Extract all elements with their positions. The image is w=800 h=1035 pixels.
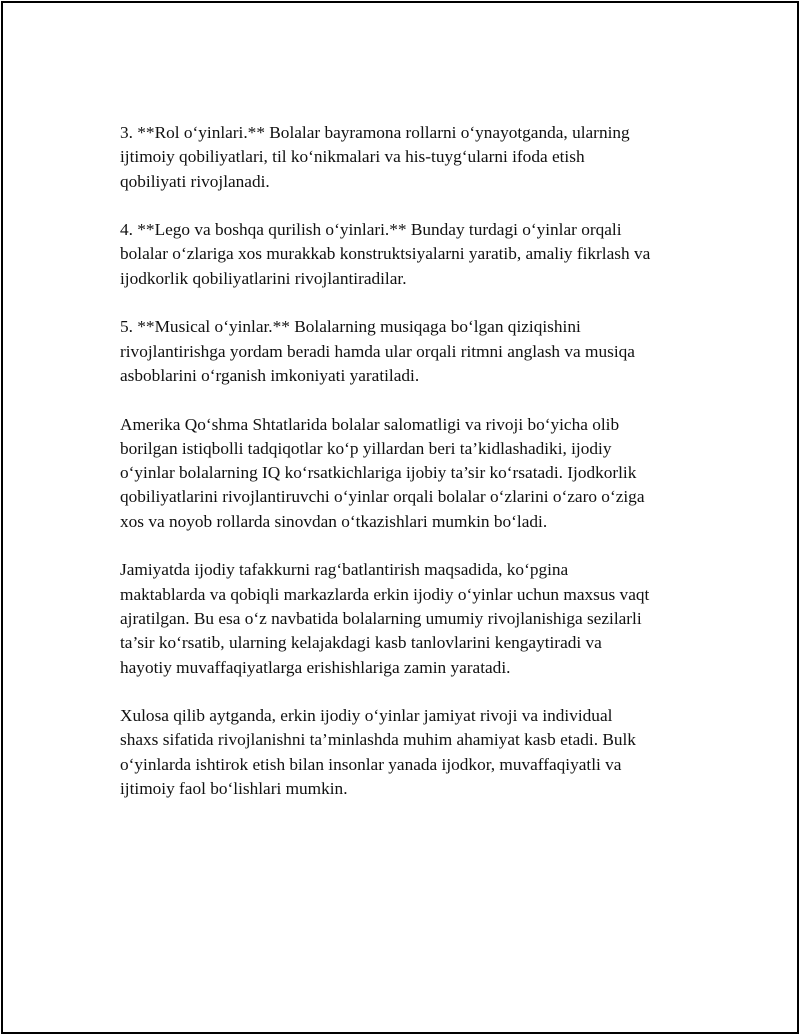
text-line: qobiliyati rivojlanadi. bbox=[120, 171, 270, 191]
text-line: ijodkorlik qobiliyatlarini rivojlantiradilar. bbox=[120, 268, 407, 288]
text-line: o‘yinlarda ishtirok etish bilan insonlar yanada ijodkor, muvaffaqiyatli va bbox=[120, 754, 622, 774]
paragraph-us-research bbox=[120, 413, 700, 534]
text-line: Jamiyatda ijodiy tafakkurni rag‘batlantirish maqsadida, ko‘pgina bbox=[120, 560, 569, 580]
paragraph-lego-games bbox=[120, 218, 700, 291]
text-line: Amerika Qo‘shma Shtatlarida bolalar salomatligi va rivoji bo‘yicha olib bbox=[120, 414, 620, 434]
text-line: ijtimoiy qobiliyatlari, til ko‘nikmalari va his-tuyg‘ularni ifoda etish bbox=[120, 147, 585, 167]
paragraph-conclusion bbox=[120, 704, 700, 801]
text-line: shaxs sifatida rivojlanishni ta’minlashda muhim ahamiyat kasb etadi. Bulk bbox=[120, 730, 636, 750]
document-page bbox=[1, 1, 799, 1034]
text-line: o‘yinlar bolalarning IQ ko‘rsatkichlariga ijobiy ta’sir ko‘rsatadi. Ijodkorlik bbox=[120, 463, 637, 483]
text-line: ajratilgan. Bu esa o‘z navbatida bolalarning umumiy rivojlanishiga sezilarli bbox=[120, 608, 642, 628]
paragraph-society bbox=[120, 558, 700, 679]
text-line: asboblarini o‘rganish imkoniyati yaratiladi. bbox=[120, 365, 420, 385]
text-line: qobiliyatlarini rivojlantiruvchi o‘yinlar orqali bolalar o‘zlarini o‘zaro o‘ziga bbox=[120, 487, 645, 507]
text-line: borilgan istiqbolli tadqiqotlar ko‘p yillardan beri ta’kidlashadiki, ijodiy bbox=[120, 438, 612, 458]
text-line: bolalar o‘zlariga xos murakkab konstruktsiyalarni yaratib, amaliy fikrlash va bbox=[120, 244, 651, 264]
text-line: 5. **Musical o‘yinlar.** Bolalarning musiqaga bo‘lgan qiziqishini bbox=[120, 317, 581, 337]
text-line: xos va noyob rollarda sinovdan o‘tkazishlari mumkin bo‘ladi. bbox=[120, 511, 548, 531]
text-line: 4. **Lego va boshqa qurilish o‘yinlari.** Bunday turdagi o‘yinlar orqali bbox=[120, 220, 622, 240]
document-body bbox=[120, 121, 700, 826]
text-line: Xulosa qilib aytganda, erkin ijodiy o‘yinlar jamiyat rivoji va individual bbox=[120, 706, 613, 726]
text-line: maktablarda va qobiqli markazlarda erkin ijodiy o‘yinlar uchun maxsus vaqt bbox=[120, 584, 650, 604]
text-line: hayotiy muvaffaqiyatlarga erishishlariga zamin yaratadi. bbox=[120, 657, 511, 677]
paragraph-musical-games bbox=[120, 315, 700, 388]
text-line: ijtimoiy faol bo‘lishlari mumkin. bbox=[120, 779, 348, 799]
paragraph-role-play-games bbox=[120, 121, 700, 194]
text-line: ta’sir ko‘rsatib, ularning kelajakdagi kasb tanlovlarini kengaytiradi va bbox=[120, 633, 602, 653]
text-line: 3. **Rol o‘yinlari.** Bolalar bayramona rollarni o‘ynayotganda, ularning bbox=[120, 123, 630, 142]
text-line: rivojlantirishga yordam beradi hamda ular orqali ritmni anglash va musiqa bbox=[120, 341, 635, 361]
